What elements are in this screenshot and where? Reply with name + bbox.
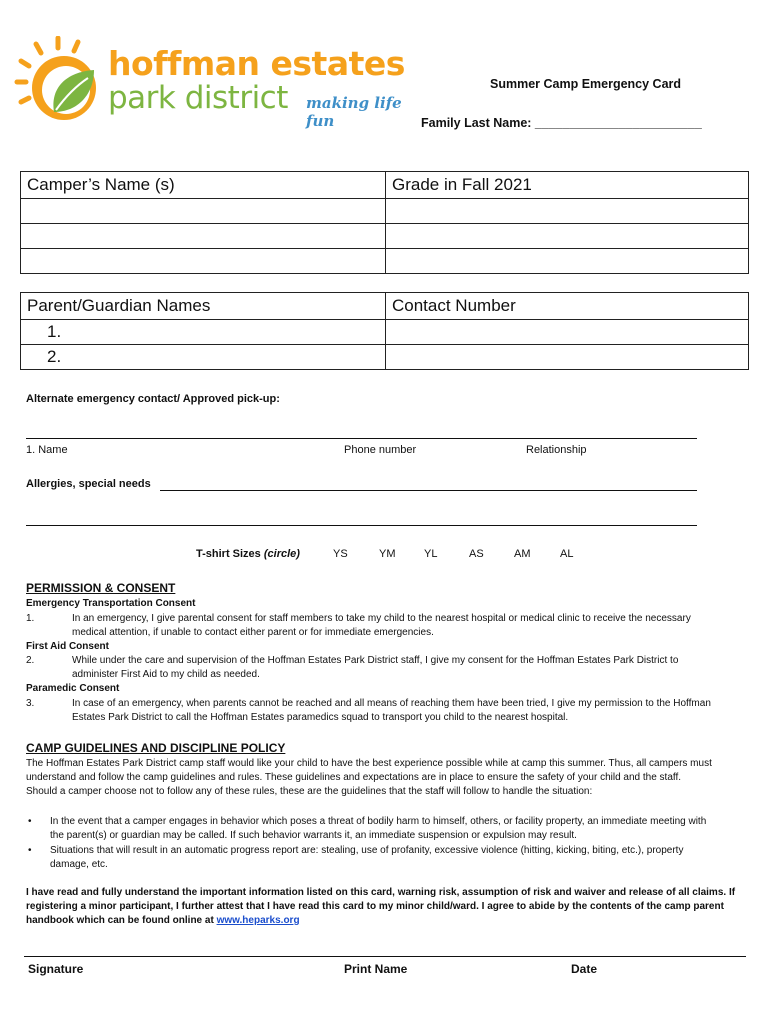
guidelines-title: CAMP GUIDELINES AND DISCIPLINE POLICY xyxy=(26,741,286,755)
camper-name-cell[interactable] xyxy=(21,249,386,274)
tshirt-size-as[interactable]: AS xyxy=(469,548,484,560)
alternate-contact-line[interactable] xyxy=(26,427,697,439)
logo-line1: hoffman estates xyxy=(108,44,405,83)
guidelines-bullet-2b: damage, etc. xyxy=(50,859,108,870)
agreement-line-2: registering a minor participant, I further attest that I have read this card to my minor child/ward. I agree to abide by the contents of the camp parent xyxy=(26,901,724,912)
agreement-line-3-text: handbook which can be found online at xyxy=(26,915,214,926)
logo-line2: park district xyxy=(108,80,288,116)
consent-heading-2: First Aid Consent xyxy=(26,641,109,652)
guidelines-intro-3: Should a camper choose not to follow any of these rules, these are the guidelines that the staff will follow to handle the situation: xyxy=(26,786,593,797)
grade-cell[interactable] xyxy=(386,224,749,249)
tshirt-size-yl[interactable]: YL xyxy=(424,548,438,560)
print-name-label: Print Name xyxy=(344,962,408,976)
consent-num-3: 3. xyxy=(26,698,35,709)
parent-row-1[interactable] xyxy=(21,320,386,345)
tshirt-size-ys[interactable]: YS xyxy=(333,548,348,560)
consent-text-2a: While under the care and supervision of the Hoffman Estates Park District staff, I give my consent for the Hoffman Estates Park District to xyxy=(72,655,679,666)
consent-text-3a: In case of an emergency, when parents cannot be reached and all means of reaching them have been tried, I give my permission to the Hoffman xyxy=(72,698,711,709)
grade-cell[interactable] xyxy=(386,199,749,224)
tshirt-hint: (circle) xyxy=(263,548,300,560)
agreement-line-3 xyxy=(26,914,300,928)
contact-cell-1[interactable] xyxy=(386,320,749,345)
alternate-phone-label: Phone number xyxy=(344,444,417,456)
alternate-name-label: 1. Name xyxy=(26,444,68,456)
parent-row-2-num: 2. xyxy=(47,347,62,366)
grade-cell[interactable] xyxy=(386,249,749,274)
contact-number-header: Contact Number xyxy=(386,293,749,320)
guidelines-bullet-2a: Situations that will result in an automatic progress report are: stealing, use of profanity, excessive violence (hitting, kicking, biting, etc.), property xyxy=(50,845,684,856)
contact-cell-2[interactable] xyxy=(386,345,749,370)
consent-heading-1: Emergency Transportation Consent xyxy=(26,598,196,609)
form-title: Summer Camp Emergency Card xyxy=(490,77,682,91)
campers-table xyxy=(20,171,749,274)
tshirt-size-ym[interactable]: YM xyxy=(379,548,396,560)
tshirt-label xyxy=(196,547,300,561)
guidelines-bullet-1a: In the event that a camper engages in behavior which poses a threat of bodily harm to himself, others, or facility property, an immediate meeting with xyxy=(50,816,707,827)
permission-title: PERMISSION & CONSENT xyxy=(26,581,176,595)
heparks-link[interactable]: www.heparks.org xyxy=(216,915,300,926)
sun-leaf-icon xyxy=(14,36,114,126)
allergies-line-2[interactable] xyxy=(26,513,697,526)
logo-tagline: making life fun xyxy=(306,94,402,130)
consent-heading-3: Paramedic Consent xyxy=(26,683,120,694)
consent-text-2b: administer First Aid to my child as needed. xyxy=(72,669,260,680)
logo xyxy=(14,36,424,130)
tshirt-size-am[interactable]: AM xyxy=(514,548,531,560)
camper-name-cell[interactable] xyxy=(21,199,386,224)
alternate-relationship-label: Relationship xyxy=(526,444,587,456)
parent-names-header: Parent/Guardian Names xyxy=(21,293,386,320)
parents-table xyxy=(20,292,749,370)
camper-name-cell[interactable] xyxy=(21,224,386,249)
alternate-contact-label: Alternate emergency contact/ Approved pick-up: xyxy=(26,393,280,405)
allergies-label: Allergies, special needs xyxy=(26,478,151,490)
consent-text-1b: medical attention, if unable to contact either parent or for immediate emergencies. xyxy=(72,627,434,638)
signature-label: Signature xyxy=(28,962,84,976)
guidelines-intro-2: understand and follow the camp guidelines and rules. These guidelines and expectations are in place to ensure the safety of your child and the staff. xyxy=(26,772,682,783)
parent-row-1-num: 1. xyxy=(47,322,62,341)
consent-num-2: 2. xyxy=(26,655,35,666)
family-last-name-field[interactable]: Family Last Name: ________________________ xyxy=(421,116,702,130)
consent-text-1a: In an emergency, I give parental consent for staff members to take my child to the nearest hospital or medical clinic to receive the necessary xyxy=(72,613,691,624)
date-label: Date xyxy=(571,962,598,976)
consent-text-3b: Estates Park District to call the Hoffman Estates paramedics squad to transport you child to the nearest hospital. xyxy=(72,712,569,723)
guidelines-bullet-1b: the parent(s) or guardian may be called. If such behavior warrants it, an immediate suspension or expulsion may result. xyxy=(50,830,577,841)
tshirt-label-text: T-shirt Sizes xyxy=(196,548,261,560)
grade-header: Grade in Fall 2021 xyxy=(386,172,749,199)
bullet-icon: • xyxy=(28,845,32,856)
tshirt-size-al[interactable]: AL xyxy=(560,548,574,560)
campers-name-header: Camper’s Name (s) xyxy=(21,172,386,199)
allergies-line-1[interactable] xyxy=(160,478,697,491)
parent-row-2[interactable] xyxy=(21,345,386,370)
signature-line[interactable] xyxy=(24,956,746,957)
bullet-icon: • xyxy=(28,816,32,827)
agreement-line-1: I have read and fully understand the important information listed on this card, warning risk, assumption of risk and waiver and release of all claims. If xyxy=(26,887,736,898)
guidelines-intro-1: The Hoffman Estates Park District camp staff would like your child to have the best experience possible while at camp this summer. Thus, all campers must xyxy=(26,758,712,769)
consent-num-1: 1. xyxy=(26,613,35,624)
